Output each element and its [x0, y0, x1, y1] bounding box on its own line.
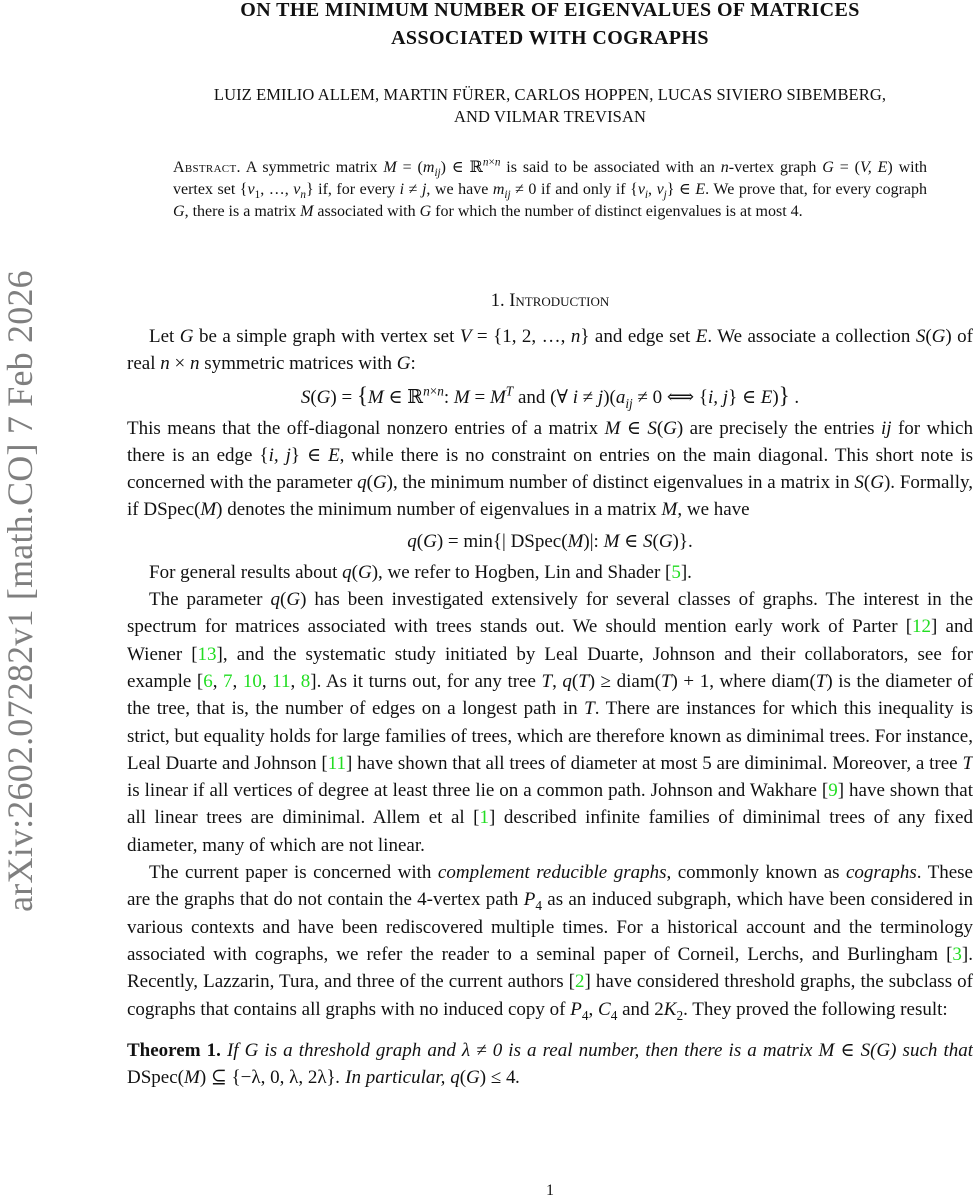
arxiv-stamp-text: arXiv:2602.07282v1 [math.CO] 7 Feb 2026 — [0, 270, 40, 912]
authors-line-1: LUIZ EMILIO ALLEM, MARTIN FÜRER, CARLOS HOPPEN, LUCAS SIVIERO SIBEMBERG, — [213, 85, 887, 104]
paragraph-1: Let G be a simple graph with vertex set V = {1, 2, …, n} and edge set E. We associate a collection S(G) of real n × n symmetric matrices with G: — [127, 326, 973, 375]
citation-link[interactable]: 11 — [272, 670, 291, 692]
citation-link[interactable]: 11 — [327, 752, 347, 774]
citation-link[interactable]: 10 — [242, 670, 262, 692]
paragraph-3: For general results about q(G), we refer to Hogben, Lin and Shader [5]. — [149, 561, 692, 583]
theorem-statement: If G is a threshold graph and λ ≠ 0 is a real number, then there is a matrix M ∈ S(G) such that DSpec(M) ⊆ {−λ, 0, λ, 2λ}. In particular, q(G) ≤ 4. — [127, 1039, 973, 1089]
citation-link[interactable]: 5 — [671, 561, 681, 583]
citation-link[interactable]: 12 — [912, 616, 932, 638]
section-number: 1. — [490, 291, 505, 311]
citation-link[interactable]: 8 — [300, 670, 311, 692]
paragraph-5: The current paper is concerned with complement reducible graphs, commonly known as cographs. These are the graphs that do not contain the 4-vertex path $P_4$ as an induced subgraph, which have been considered in various contexts and have been rediscovered multiple times. For a historical account and the terminology associated with cographs, we refer the reader to a seminal paper of Corneil, Lerchs, and Burlingham [3]. Recently, Lazzarin, Tura, and three of the current authors [2] have considered threshold graphs, the subclass of cographs that contains all graphs with no induced copy of $P_4$, $C_4$ and $2K_2$. They proved the following result: — [127, 862, 973, 1023]
citation-link[interactable]: 7 — [223, 670, 233, 692]
paragraph-4: The parameter q(G) has been investigated extensively for several classes of graphs. The interest in the spectrum for matrices associated with trees stands out. We should mention early work of Parter [12] and Wiener [13], and the systematic study initiated by Leal Duarte, Johnson and their collaborators, see for example [6, 7, 10, 11, 8]. As it turns out, for any tree T, q(T) ≥ diam(T) + 1, where diam(T) is the diameter of the tree, that is, the number of edges on a longest path in T. There are instances for which this inequality is strict, but equality holds for large families of trees, which are therefore known as diminimal trees. For instance, Leal Duarte and Johnson [11] have shown that all trees of diameter at most 5 are diminimal. Moreover, a tree T is linear if all vertices of degree at least three lie on a common path. Johnson and Wakhare [9] have shown that all linear trees are diminimal. Allem et al [1] described infinite families of diminimal trees of any fixed diameter, many of which are not linear. — [127, 589, 973, 856]
citation-link[interactable]: 1 — [479, 807, 490, 829]
theorem-1 — [127, 1037, 973, 1092]
abstract-text: A symmetric matrix $M = (m_{ij})$ ∈ ℝ$^{n\times n}$ is said to be associated with an n-vertex graph G = (V, E) with vertex set {$v_1$, …, $v_n$} if, for every i ≠ j, we have $m_{ij} \ne 0$ if and only if {$v_i$, $v_j$} ∈ E. We prove that, for every cograph G, there is a matrix M associated with G for which the number of distinct eigenvalues is at most 4. — [173, 156, 928, 220]
title-line-1: ON THE MINIMUM NUMBER OF EIGENVALUES OF MATRICES — [240, 0, 860, 21]
abstract — [173, 157, 927, 223]
equation-sg-definition: S(G) = {M ∈ ℝ$^{n\times n}$: $M = M^T$ and (∀ $i \ne j)(a_{ij} \ne 0$ ⟺ {i, j} ∈ E)} . — [300, 382, 800, 411]
authors-line-2: AND VILMAR TREVISAN — [454, 107, 646, 126]
author-list — [127, 84, 973, 128]
abstract-label: Abstract. — [173, 159, 241, 176]
section-title: Introduction — [509, 291, 610, 311]
section-heading-introduction — [127, 289, 973, 313]
citation-link[interactable]: 13 — [197, 643, 217, 665]
citation-link[interactable]: 9 — [828, 780, 838, 802]
page-number: 1 — [546, 1182, 554, 1199]
paper-title — [127, 0, 973, 52]
citation-link[interactable]: 3 — [952, 943, 962, 965]
paper-page — [127, 0, 973, 1199]
title-line-2: ASSOCIATED WITH COGRAPHS — [391, 27, 709, 49]
citation-link[interactable]: 2 — [575, 971, 585, 993]
theorem-label: Theorem 1. — [127, 1039, 221, 1061]
citation-link[interactable]: 6 — [203, 670, 213, 692]
equation-q-definition: q(G) = min{| DSpec(M)|: M ∈ S(G)}. — [407, 530, 693, 552]
paragraph-2: This means that the off-diagonal nonzero entries of a matrix M ∈ S(G) are precisely the entries ij for which there is an edge {i, j} ∈ E, while there is no constraint on entries on the main diagonal. This short note is concerned with the parameter q(G), the minimum number of distinct eigenvalues in a matrix in S(G). Formally, if DSpec(M) denotes the minimum number of eigenvalues in a matrix M, we have — [127, 417, 973, 521]
